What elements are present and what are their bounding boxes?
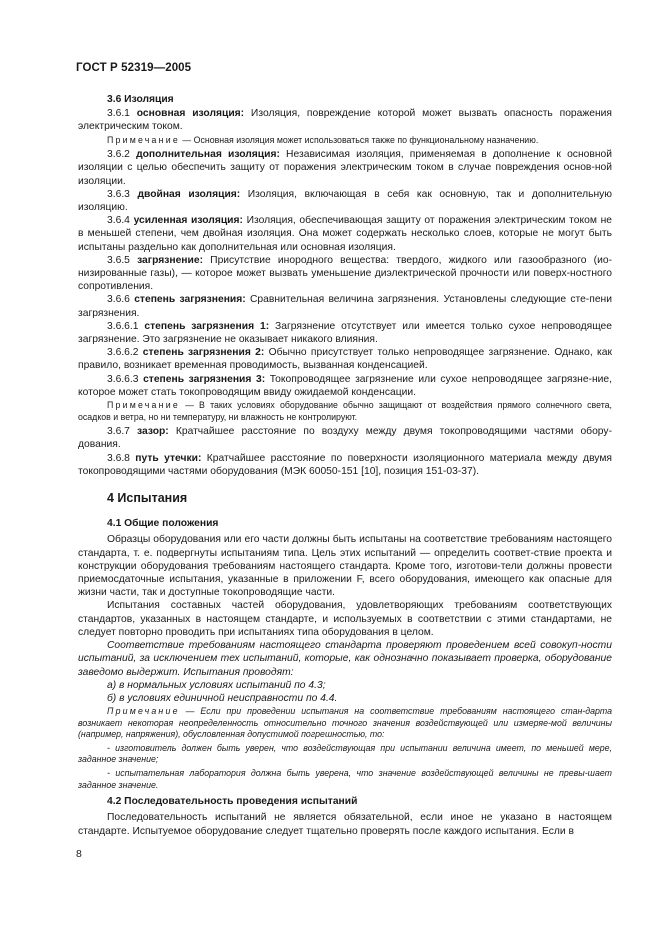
clause-3-6-8: 3.6.8 путь утечки: Кратчайшее расстояние по поверхности изоляционного материала между двумя токопроводящими частями оборудования (МЭК 60050-151 [10], позиция 151-03-37).: [78, 452, 612, 477]
section-4-1-heading: 4.1 Общие положения: [107, 518, 219, 530]
clause-3-6-6-2: 3.6.6.2 степень загрязнения 2: Обычно присутствует только непроводящее загрязнение. Однако, как правило, возникает временная проводимость, вызванная конденсацией.: [78, 347, 612, 372]
section-3-6-heading: 3.6 Изоляция: [107, 94, 174, 105]
clause-3-6-7: 3.6.7 зазор: Кратчайшее расстояние по воздуху между двумя токопроводящими частями обору-дования.: [78, 426, 612, 451]
clause-3-6-6-1: 3.6.6.1 степень загрязнения 1: Загрязнение отсутствует или имеется только сухое непроводящее загрязнение. Это загрязнение не оказывает никакого влияния.: [78, 320, 612, 346]
clause-3-6-1: 3.6.1 основная изоляция: Изоляция, повреждение которой может вызвать опасность поражения электрическим током.: [78, 108, 613, 133]
paragraph-test-sequence: Последовательность испытаний не является обязательной, если иное не указано в настоящем стандарте. Испытуемое оборудование следует тщательно проверять после каждого испытания. Если в: [78, 812, 612, 837]
note-pollution-degree-3: Примечание — В таких условиях оборудование обычно защищают от воздействия прямого солнечного света, осадков и ветра, но ни температуру, ни влажность не контролируют.: [78, 400, 612, 422]
list-item-b: б) в условиях единичной неисправности по 4.4.: [107, 692, 338, 704]
section-4-2-heading: 4.2 Последовательность проведения испытаний: [107, 796, 358, 808]
clause-3-6-5: 3.6.5 загрязнение: Присутствие инородного вещества: твердого, жидкого или газообразного (ио-низированные газы), — которое может вызвать уменьшение диэлектрической прочности или поверх-ностного сопротивления.: [78, 254, 612, 293]
paragraph-components: Испытания составных частей оборудования, удовлетворяющих требованиям соответствующих стандартов, указанных в настоящем стандарте, и используемых в соответствии с этими стандартами, не следует повторно проводить при испытаниях типа оборудования в целом.: [78, 600, 612, 638]
note-dash-manufacturer: - изготовитель должен быть уверен, что воздействующая при испытании величина имеет, по меньшей мере, заданное значение;: [78, 742, 612, 765]
paragraph-compliance: Соответствие требованиям настоящего стандарта проверяют проведением всей совокуп-ности испытаний, за исключением тех испытаний, которые, как однозначно показывает проверка, оборудование заведомо выдержит. Испытания проводят:: [78, 640, 612, 678]
section-4-heading: 4 Испытания: [107, 491, 188, 506]
clause-3-6-4: 3.6.4 усиленная изоляция: Изоляция, обеспечивающая защиту от поражения электрическим током не в меньшей степени, чем двойная изоляция. Она может содержать несколько слоев, которые не могут быть испытаны раздельно как дополнительная или основная изоляция.: [78, 215, 612, 253]
clause-3-6-6: 3.6.6 степень загрязнения: Сравнительная величина загрязнения. Установлены следующие сте-пени загрязнения.: [78, 294, 612, 319]
clause-3-6-6-3: 3.6.6.3 степень загрязнения 3: Токопроводящее загрязнение или сухое непроводящее загрязне-ние, которое может стать токопроводящим ввиду ожидаемой конденсации.: [78, 373, 612, 398]
note-dash-laboratory: - испытательная лаборатория должна быть уверена, что значение воздействующей величины не превы-шает заданное значение.: [78, 768, 612, 790]
page-number: 8: [76, 848, 82, 860]
document-header: ГОСТ Р 52319—2005: [76, 62, 192, 74]
paragraph-type-tests: Образцы оборудования или его части должны быть испытаны на соответствие требованиям настоящего стандарта, т. е. подвергнуты испытаниям типа. Цель этих испытаний — определить соответ-ствие проекта и конструкции оборудования требованиям настоящего стандарта. Кроме того, изготови-тели должны провести приемосдаточные испытания, указанные в приложении F, всего оборудования, имеющего как опасные для жизни части, так и доступные токопроводящие части.: [78, 534, 612, 599]
clause-3-6-3: 3.6.3 двойная изоляция: Изоляция, включающая в себя как основную, так и дополнительную изоляцию.: [78, 188, 613, 214]
note-uncertainty: Примечание — Если при проведении испытания на соответствие требованиям настоящего стан-дарта возникает некоторая неопределенность относительно точного значения воздействующей или измеряе-мой величины (например, напряжения), обусловленная допустимой погрешностью, то:: [78, 706, 612, 740]
list-item-a: а) в нормальных условиях испытаний по 4.3;: [107, 679, 326, 691]
document-body: [78, 93, 612, 838]
note-basic-insulation: Примечание — Основная изоляция может использоваться также по функциональному назначению.: [107, 134, 539, 145]
clause-3-6-2: 3.6.2 дополнительная изоляция: Независимая изоляция, применяемая в дополнение к основной изоляции с целью обеспечить защиту от поражения электрическим током в случае повреждения основ-ной изоляции.: [78, 149, 613, 187]
